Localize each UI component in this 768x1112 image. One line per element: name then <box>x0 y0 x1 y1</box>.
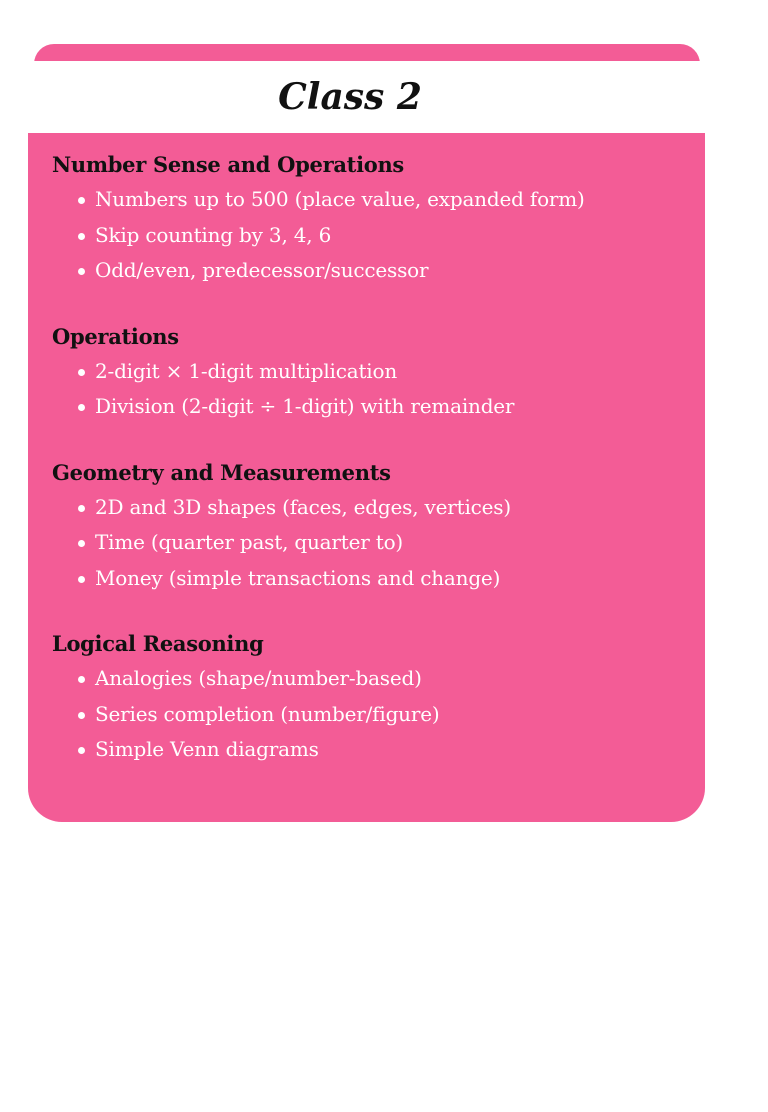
topic-item <box>77 561 685 597</box>
section-operations <box>52 322 685 425</box>
bullet-icon <box>78 233 85 240</box>
topic-item <box>77 697 685 733</box>
bullet-icon <box>78 505 85 512</box>
topic-text: Money (simple transactions and change) <box>95 565 501 590</box>
section-heading: Number Sense and Operations <box>52 152 404 177</box>
page-title: Class 2 <box>278 76 422 118</box>
topic-text: Odd/even, predecessor/successor <box>95 258 429 282</box>
topic-text: Numbers up to 500 (place value, expanded form) <box>95 187 585 211</box>
topic-item <box>77 490 685 526</box>
topic-text: Division (2-digit ÷ 1-digit) with remainder <box>95 394 515 418</box>
topic-text: Analogies (shape/number-based) <box>95 666 422 690</box>
topic-item <box>77 354 685 390</box>
section-heading: Geometry and Measurements <box>52 459 391 485</box>
section-heading: Operations <box>52 323 179 349</box>
topic-item <box>77 182 685 218</box>
bullet-icon <box>78 576 85 583</box>
topic-item <box>77 661 685 697</box>
syllabus-card <box>28 133 705 822</box>
topic-list <box>52 354 685 425</box>
bullet-icon <box>78 676 85 683</box>
section-logical-reasoning <box>52 629 685 768</box>
bullet-icon <box>78 712 85 719</box>
topic-text: 2D and 3D shapes (faces, edges, vertices) <box>95 494 511 519</box>
bullet-icon <box>78 404 85 411</box>
topic-item <box>77 218 685 254</box>
topic-text: Time (quarter past, quarter to) <box>95 530 404 554</box>
section-heading: Logical Reasoning <box>52 631 264 656</box>
bullet-icon <box>78 369 85 376</box>
section-geometry <box>52 458 685 597</box>
topic-item <box>77 525 685 561</box>
topic-text: Series completion (number/figure) <box>95 701 440 726</box>
topic-item <box>77 389 685 425</box>
topic-item <box>77 253 685 289</box>
bullet-icon <box>78 747 85 754</box>
section-number-sense <box>52 150 685 289</box>
bullet-icon <box>78 540 85 547</box>
topic-text: 2-digit × 1-digit multiplication <box>95 358 398 383</box>
topic-list <box>52 490 685 597</box>
topic-list <box>52 182 685 289</box>
topic-text: Simple Venn diagrams <box>95 737 319 761</box>
topic-list <box>52 661 685 768</box>
topic-item <box>77 732 685 768</box>
bullet-icon <box>78 268 85 275</box>
topic-text: Skip counting by 3, 4, 6 <box>95 222 332 247</box>
bullet-icon <box>78 197 85 204</box>
